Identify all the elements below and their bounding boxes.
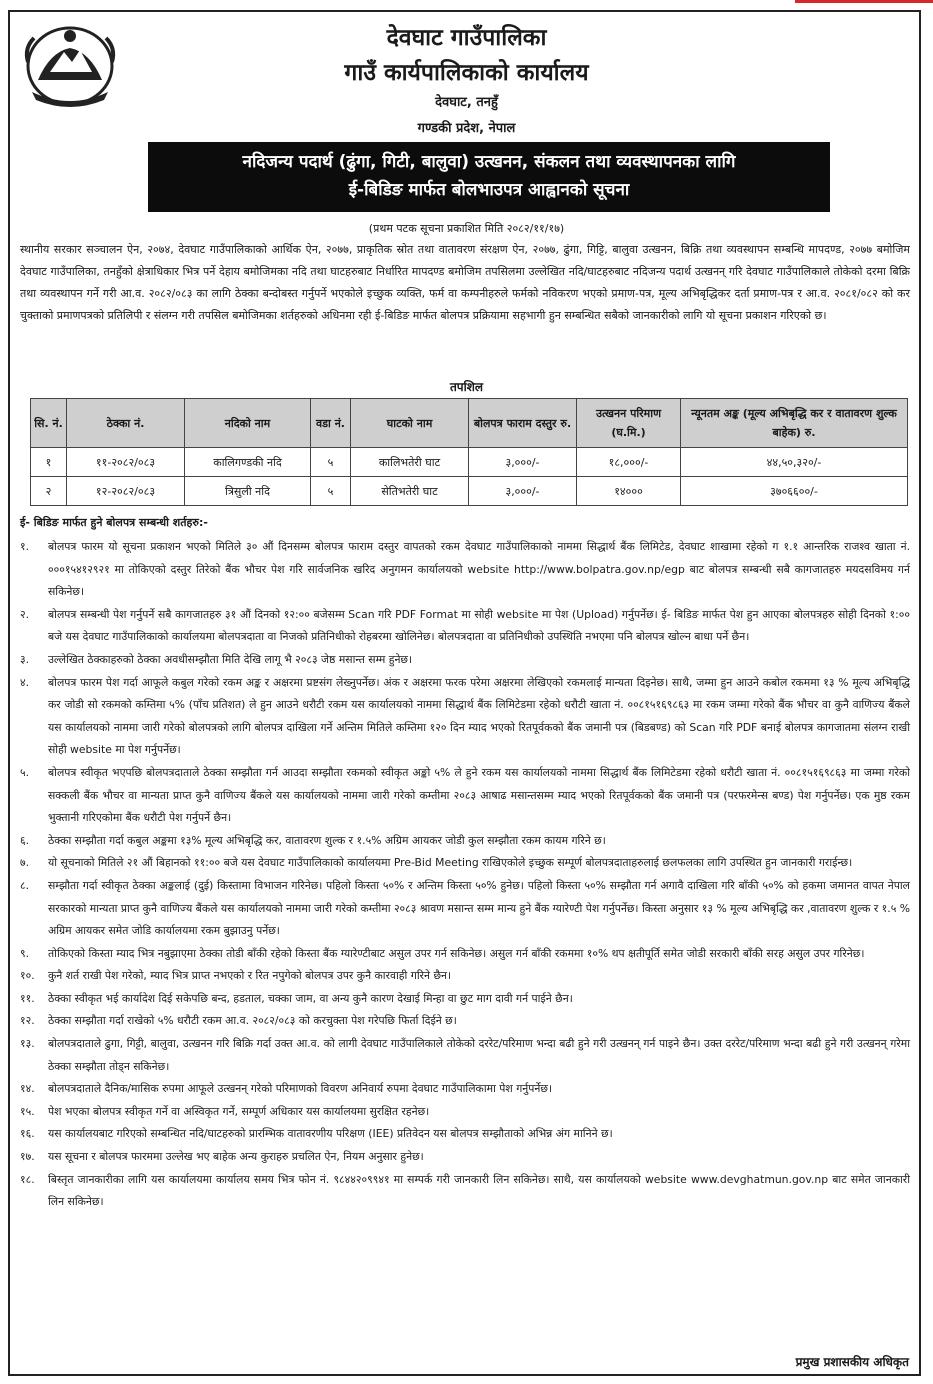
table-cell: १२-२०८२/०८३ [67,477,185,506]
table-header-cell: घाटको नाम [351,399,469,448]
condition-number: १८. [20,1172,35,1186]
table-header-cell: नदिको नाम [185,399,311,448]
list-item [20,672,910,762]
condition-number: ६. [20,833,30,847]
condition-number: १५. [20,1104,35,1118]
list-item [20,1101,910,1124]
table-cell: ५ [311,477,351,506]
table-cell: ११-२०८२/०८३ [67,448,185,477]
condition-text: बोलपत्रदाताले ढुगा, गिट्टी, बालुवा, उत्खनन गरि बिक्रि गर्दा उक्त आ.व. को लागी देवघाट गाउँपालिकाले तोकेको दररेट/परिमाण भन्दा बढी हुने गरी उत्खनन् गर्न पाइने छैन। उक्त दररेट/परिमाण भन्दा बढी हुने गरी उत्खनन् गरेमा ठेक्का सम्झौता तोड्न सकिनेछ। [48,1037,910,1073]
condition-text: यो सूचनाको मितिले २१ औं बिहानको ११:०० बजे यस देवघाट गाउँपालिकाको कार्यालयमा Pre-Bid Meeting राखिएकोले इच्छुक सम्पूर्ण बोलपत्रदाताहरुलाई छलफलका लागि उपस्थित हुन जानकारी गराईन्छ। [48,856,853,870]
list-item [20,1078,910,1101]
table-title: तपशिल [449,380,484,394]
condition-number: १२. [20,1014,35,1028]
condition-text: बोलपत्र सम्बन्धी पेश गर्नुपर्ने सबै कागजातहरु ३१ औं दिनको १२:०० बजेसम्म Scan गरि PDF Format मा सोही website मा पेश (Upload) गर्नुपर्नेछ। ई- बिडिङ मार्फत पेश हुन आएका बोलपत्रहरु सोही दिनको १:०० बजे यस देवघाट गाउँपालिकाको कार्यालयमा बोलपत्रदाता वा निजको प्रतिनिधीको रोहबरमा खोलिनेछ। बोलपत्रदाता वा प्रतिनिधीको उपस्थिति नभएमा पनि बोलपत्र खोल्न बाधा पर्ने छैन। [48,607,910,644]
office-name: गाउँ कार्यपालिकाको कार्यालय [344,60,589,86]
list-item [20,1169,910,1214]
table-header-row [31,399,908,448]
table-cell: १८,०००/- [577,448,681,477]
condition-number: ११. [20,991,35,1005]
table-header-cell: सि. नं. [31,399,67,448]
table-header-cell: बोलपत्र फाराम दस्तुर रु. [469,399,577,448]
condition-number: ३. [20,652,30,666]
contract-details-table [30,398,908,506]
table-header-cell: न्यूनतम अङ्क (मूल्य अभिबृद्धि कर र वातावरण शुल्क बाहेक) रु. [681,399,908,448]
condition-text: यस कार्यालयबाट गरिएको सम्बन्धित नदि/घाटहरुको प्रारम्भिक वातावरणीय परिक्षण (IEE) प्रतिवेदन यस बोलपत्र सम्झौताको अभिन्न अंग मानिने छ। [48,1127,613,1141]
office-location: देवघाट, तनहुँ [435,95,498,110]
list-item [20,852,910,875]
condition-text: सम्झौता गर्दा स्वीकृत ठेक्का अङ्कलाई (दुई) किस्तामा विभाजन गरिनेछ। पहिलो किस्ता ५०% र अन्तिम किस्ता ५०% हुनेछ। पहिलो किस्ता ५०% सम्झौता गर्न अगावै दाखिला गरि बाँकी ५०% को हकमा जमानत वापत नेपाल सरकारको मान्यता प्राप्त कुनै वाणिज्य बैंकले यस कार्यालयको नाममा जारी गरेको कम्तीमा २०८३ श्रावण मसान्त सम्म मान्य हुने बैंक ग्यारेण्टी पेश गर्नुपर्नेछ। किस्ता अनुसार १३ % मूल्य अभिबृद्धि कर ,वातावरण शुल्क र १.५ % अग्रिम आयकर समेत जोडि कार्यालयमा रकम बुझाउनु पर्नेछ। [48,878,911,938]
notice-title-banner [148,142,830,212]
table-cell: १ [31,448,67,477]
list-item [20,649,910,672]
condition-text: बोलपत्र स्वीकृत भएपछि बोलपत्रदाताले ठेक्का सम्झौता गर्न आउदा सम्झौता रकमको स्वीकृत अङ्को ५% ले हुने रकम यस कार्यालयको नाममा सिद्धार्थ बैंक लिमिटेडमा रहेको धरौटी खाता नं. ००८१५१६९८६३ मा जम्मा गरेको सक्कली बैंक भौचर वा मान्यता प्राप्त कुनै वाणिज्य बैंकले यस कार्यालयको नाममा जारी गरेको कम्तीमा २०८३ आषाढ मसान्तसम्म म्याद भएको रितपूर्वकको बैंक जमानी पत्र (परफरमेन्स बण्ड) पेश गर्नुपर्नेछ। एक मुष्ठ रकम भुक्तानी गरिएकोमा बैंक धरौटी पेश गर्नुपर्ने छैन। [48,765,911,825]
list-item [20,830,910,853]
condition-text: ठेक्का स्वीकृत भई कार्यादेश दिई सकेपछि बन्द, हडताल, चक्का जाम, वा अन्य कुनै कारण देखाई मिन्हा वा छुट माग दावी गर्न पाईने छैन। [48,991,573,1005]
list-item [20,875,910,943]
list-item [20,536,910,604]
condition-number: १. [20,540,30,553]
province-name: गण्डकी प्रदेश, नेपाल [417,121,516,136]
signatory-title: प्रमुख प्रशासकीय अधिकृत [795,1355,909,1369]
intro-paragraph: स्थानीय सरकार सञ्चालन ऐन, २०७४, देवघाट गाउँपालिकाको आर्थिक ऐन, २०७७, प्राकृतिक स्रोत तथा वातावरण संरक्षण ऐन, २०७७, ढुंगा, गिट्टि, बालुवा उत्खनन, बिक्रि तथा व्यवस्थापन सम्बन्धि मापदण्ड, २०७७ बमोजिम देवघाट गाउँपालिका, तनहुँको क्षेत्राधिकार भित्र पर्ने देहाय बमोजिमका नदि तथा घाटहरुबाट निर्धारित मापदण्ड बमोजिम तपसिलमा उल्लेखित नदि/घाटहरुबाट नदिजन्य पदार्थ उत्खनन् गरि देवघाट गाउँपालिकाले तोकेको दरमा बिक्रि तथा व्यवस्थापन गर्ने गरी आ.व. २०८२/०८३ का लागि ठेक्का बन्दोबस्त गर्नुपर्ने भएकोले इच्छुक व्यक्ति, फर्म वा कम्पनीहरुले फर्मको नविकरण भएको प्रमाण-पत्र, मूल्य अभिबृद्धिकर दर्ता प्रमाण-पत्र र आ.व. २०८१/०८२ को कर चुक्ताको प्रमाणपत्रको प्रतिलिपी र संलग्न गरी तपसिल बमोजिमका शर्तहरुको अधिनमा रही ई-बिडिङ मार्फत बोलपत्र प्रक्रियामा सहभागी हुन सम्बन्धित सबैको जानकारीको लागि यो सूचना प्रकाशन गरिएको छ। [20,243,910,322]
condition-text: बोलपत्रदाताले दैनिक/मासिक रुपमा आफूले उत्खनन् गरेको परिमाणको विवरण अनिवार्य रुपमा देवघाट गाउँपालिकामा पेश गर्नुपर्नेछ। [48,1082,553,1096]
list-item [20,988,910,1011]
list-item [20,1010,910,1033]
notice-title-line2: ई-बिडिङ मार्फत बोलभाउपत्र आह्वानको सूचना [348,180,630,200]
table-header-cell: उत्खनन परिमाण (घ.मि.) [577,399,681,448]
table-row [31,477,908,506]
condition-number: ५. [20,765,30,779]
municipality-name: देवघाट गाउँपालिका [386,25,547,51]
condition-number: २. [20,607,30,621]
condition-text: बिस्तृत जानकारीका लागि यस कार्यालयमा कार्यालय समय भित्र फोन नं. ९८४४२०९९४१ मा सम्पर्क गरी जानकारी लिन सकिनेछ। साथै, यस कार्यालयको website www.devghatmun.gov.np बाट समेत जानकारी लिन सकिनेछ। [48,1172,910,1209]
table-cell: २ [31,477,67,506]
table-cell: ३७०६६००/- [681,477,908,506]
table-cell: ३,०००/- [469,477,577,506]
condition-text: ठेक्का सम्झौता गर्दा राखेको ५% धरौटी रकम आ.व. २०८२/०८३ को करचुक्ता पेश गरेपछि फिर्ता दिईने छ। [48,1014,457,1028]
condition-text: तोकिएको किस्ता म्याद भित्र नबुझाएमा ठेक्का तोडी बाँकी रहेको किस्ता बैंक ग्यारेण्टीबाट असुल उपर गर्न सकिनेछ। असुल गर्न बाँकी रकममा १०% थप क्षतीपूर्ति समेत जोडी सरकारी बाँकी सरह असुल उपर गरिनेछ। [48,946,865,960]
top-accent-bar [795,0,933,3]
condition-text: यस सूचना र बोलपत्र फारममा उल्लेख भए बाहेक अन्य कुराहरु प्रचलित ऐन, नियम अनुसार हुनेछ। [48,1150,424,1164]
conditions-list [20,536,910,1214]
list-item [20,943,910,966]
notice-title-line1: नदिजन्य पदार्थ (ढुंगा, गिटी, बालुवा) उत्खनन, संकलन तथा व्यवस्थापनका लागि [242,152,736,172]
table-cell: त्रिसुली नदि [185,477,311,506]
condition-number: ९. [20,946,30,960]
table-cell: कालिगण्डकी नदि [185,448,311,477]
publication-date: (प्रथम पटक सूचना प्रकाशित मिति २०८२/११/१७) [368,222,565,235]
list-item [20,762,910,830]
list-item [20,1123,910,1146]
condition-number: १०. [20,969,35,983]
conditions-heading: ई- बिडिङ मार्फत हुने बोलपत्र सम्बन्धी शर्तहरु:- [20,516,208,529]
condition-number: १४. [20,1082,35,1096]
condition-text: पेश भएका बोलपत्र स्वीकृत गर्ने वा अस्विकृत गर्ने, सम्पूर्ण अधिकार यस कार्यालयमा सुरक्षित रहनेछ। [48,1104,430,1118]
condition-text: ठेक्का सम्झौता गर्दा कबुल अङ्कमा १३% मूल्य अभिबृद्धि कर, वातावरण शुल्क र १.५% अग्रिम आयकर जोडी कुल सम्झौता रकम कायम गरिने छ। [48,833,606,847]
list-item [20,965,910,988]
table-cell: १४००० [577,477,681,506]
condition-text: बोलपत्र फारम यो सूचना प्रकाशन भएको मितिले ३० औं दिनसम्म बोलपत्र फाराम दस्तुर वापतको रकम देवघाट गाउँपालिकाको नाममा सिद्धार्थ बैंक लिमिटेड, देवघाट शाखामा रहेको ग १.१ आन्तरिक राजश्व खाता नं. ०००१५४१२९२१ मा तोकिएको दस्तुर तिरेको बैंक भौचर पेश गरि सार्वजनिक खरिद अनुगमन कार्यालयको website http://www.bolpatra.gov.np/egp बाट बोलपत्र सम्बन्धी सबै कागजातहरु मयदसविमय गर्न सकिनेछ। [48,540,910,599]
condition-number: १३. [20,1037,35,1051]
list-item [20,1146,910,1169]
condition-number: १७. [20,1150,35,1164]
list-item [20,1033,910,1078]
table-cell: कालिभतेरी घाट [351,448,469,477]
condition-number: ७. [20,856,30,870]
table-header-cell: वडा नं. [311,399,351,448]
table-cell: ५ [311,448,351,477]
condition-text: कुनै शर्त राखी पेश गरेको, म्याद भित्र प्राप्त नभएको र रित नपुगेको बोलपत्र उपर कुनै कारवाही गरिने छैन। [48,969,452,983]
condition-number: ८. [20,878,30,892]
list-item [20,604,910,649]
table-row [31,448,908,477]
condition-text: बोलपत्र फारम पेश गर्दा आफूले कबुल गरेको रकम अङ्क र अक्षरमा प्रष्टसंग लेख्नुपर्नेछ। अंक र अक्षरमा फरक परेमा अक्षरमा लेखिएको रकमलाई मान्यता दिइनेछ। साथै, जम्मा हुन आउने कबोल रकममा १३ % मूल्य अभिबृद्धि कर जोडी सो रकमको कम्तिमा ५% (पाँच प्रतिशत) ले हुन आउने धरौटी रकम यस कार्यालयको नाममा सिद्धार्थ बैंक लिमिटेडमा रहेको धरौटी खाता नं. ००८१५१६९८६३ मा रकम जम्मा गरेको बैंक भौचर वा कुनै वाणिज्य बैंकले यस कार्यालयको नाममा जारी गरेको बोलपत्रको लागि बोलपत्र दाखिला गर्ने अन्तिम मितिले कम्तिमा १२० दिन म्याद भएको रितपूर्वकको बैंक जमानी पत्र (बिडबण्ड) को Scan गरि PDF बनाई बोलपत्र कागजातमा संलग्न राखी सोही website मा पेश गर्नुपर्नेछ। [48,675,910,757]
condition-number: ४. [20,675,30,689]
table-cell: ३,०००/- [469,448,577,477]
table-cell: सेतिभतेरी घाट [351,477,469,506]
condition-text: उल्लेखित ठेक्काहरुको ठेक्का अवधीसम्झौता मिति देखि लागू भै २०८३ जेष्ठ मसान्त सम्म हुनेछ। [48,652,413,666]
table-header-cell: ठेक्का नं. [67,399,185,448]
condition-number: १६. [20,1127,35,1141]
table-cell: ४४,५०,३२०/- [681,448,908,477]
